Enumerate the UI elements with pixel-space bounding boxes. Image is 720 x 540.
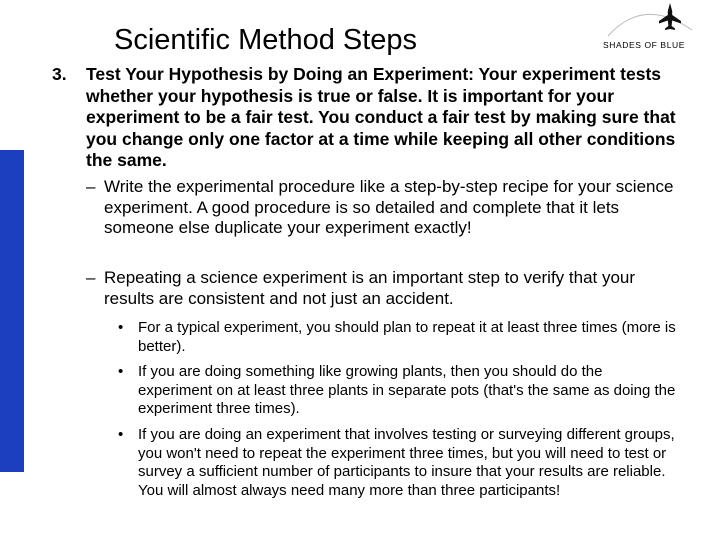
bullet-text: If you are doing an experiment that involves testing or surveying different groups, you won't need to repeat the experiment three times, but you will need to test or survey a sufficient number of participants to insure that your results are reliable. You will almost always need many more than three participants! [138,426,675,499]
sub-point-text: Repeating a science experiment is an important step to verify that your results are consistent and not just an accident. [104,268,636,308]
dash-marker: – [86,177,96,196]
logo-text: SHADES OF BLUE [602,40,686,50]
step-number: 3. [52,64,67,84]
bullet-marker: • [118,363,124,380]
dash-marker: – [86,268,96,287]
slide-title: Scientific Method Steps [114,24,418,56]
jet-plane-icon [588,0,700,42]
shades-of-blue-logo [588,0,700,60]
bullet-text: If you are doing something like growing plants, then you should do the experiment on at least three plants in separate pots (that's the same as doing the experiment three times). [138,363,676,417]
bullet-marker: • [118,319,124,336]
step-text: Test Your Hypothesis by Doing an Experiment: Your experiment tests whether your hypothesis is true or false. It is important for your experiment to be a fair test. You conduct a fair test by making sure that you change only one factor at a time while keeping all other conditions the same. [86,64,676,170]
bullet-text: For a typical experiment, you should plan to repeat it at least three times (more is better). [138,319,676,355]
side-accent-bar [0,150,24,472]
bullet-marker: • [118,426,124,443]
sub-point-text: Write the experimental procedure like a step-by-step recipe for your science experiment. A good procedure is so detailed and complete that it lets someone else duplicate your experiment exactly! [104,177,674,237]
